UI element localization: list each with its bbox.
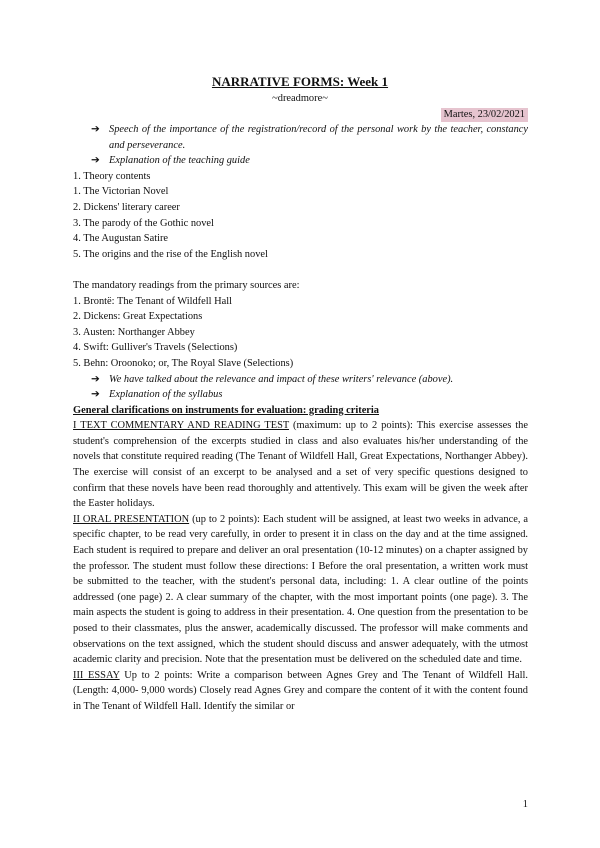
list-item: 1. The Victorian Novel (73, 186, 169, 198)
arrow-icon: ➔ (91, 124, 100, 135)
section-body: (maximum: up to 2 points): This exercise assesses the student's comprehension of the excerpts studied in class and also evaluates his/her understanding of the novels that constitute required reading (The Tenant of Wildfell Hall, Great Expectations, Northanger Abbey). The exercise will consist of an excerpt to be analysed and a set of very specific questions designed to confirm that these novels have been read thoroughly and attentively. This exam will be given the week after the Easter holidays. (73, 420, 528, 510)
bullet-item (73, 387, 528, 403)
page-title: NARRATIVE FORMS: Week 1 (211, 74, 389, 89)
section-title: I TEXT COMMENTARY AND READING TEST (73, 420, 290, 432)
paragraph-oral-presentation (73, 512, 528, 668)
bullet-text: Explanation of the syllabus (109, 389, 223, 401)
list-item: 1. Brontë: The Tenant of Wildfell Hall (73, 295, 233, 307)
bullet-item (73, 372, 528, 388)
list-item: 3. Austen: Northanger Abbey (73, 326, 195, 338)
list-item: 1. Theory contents (73, 170, 151, 182)
spacer (73, 262, 528, 278)
list-item: 4. The Augustan Satire (73, 233, 169, 245)
arrow-icon: ➔ (91, 155, 100, 167)
bullet-item (73, 122, 528, 153)
paragraph-text-commentary (73, 418, 528, 512)
list-item: 2. Dickens' literary career (73, 201, 180, 213)
section-title: III ESSAY (73, 669, 120, 681)
bullet-text: We have talked about the relevance and impact of these writers' relevance (above). (109, 373, 454, 385)
list-item: 5. The origins and the rise of the English novel (73, 248, 268, 260)
section-body: (up to 2 points): Each student will be assigned, at least two weeks in advance, a specific chapter, to be read very carefully, in order to present it in class on the day and at the time assigned. Each student is required to prepare and deliver an oral presentation (10-12 minutes) on a chapter assigned by the professor. The student must follow these directions: I Before the oral presentation, a written work must be submitted to the teacher, with the student's personal data, including: 1. A clear outline of the points addressed (one page) 2. A clear summary of the chapter, with the most important points (one page). 3. The main aspects the student is going to address in their presentation. 4. One question from the presentation to be posed to their classmates, plus the answer, academically discussed. The professor will make comments and observations on the text assigned, which the student should discuss and answer adequately, with the utmost academic clarity and precision. Note that the presentation must be delivered on the scheduled date and time. (73, 513, 528, 666)
date-highlight: Martes, 23/02/2021 (441, 108, 528, 122)
paragraph-essay (73, 668, 528, 715)
list-item: 5. Behn: Oroonoko; or, The Royal Slave (Selections) (73, 357, 294, 369)
section-title: II ORAL PRESENTATION (73, 513, 190, 525)
list-item: 2. Dickens: Great Expectations (73, 311, 203, 323)
bullet-text: Explanation of the teaching guide (109, 155, 250, 167)
section-heading: General clarifications on instruments for evaluation: grading criteria (73, 404, 380, 416)
arrow-icon: ➔ (91, 389, 100, 401)
document-body (73, 122, 528, 715)
bullet-text: Speech of the importance of the registration/record of the personal work by the teacher, constancy and perseverance. (109, 124, 528, 151)
list-item: 3. The parody of the Gothic novel (73, 217, 214, 229)
page-subtitle: ~dreadmore~ (272, 93, 328, 104)
section-body: Up to 2 points: Write a comparison between Agnes Grey and The Tenant of Wildfell Hall. (Length: 4,000- 9,000 words) Closely read Agnes Grey and compare the content of it with the content found in The Tenant of Wildfell Hall. Identify the similar or (73, 669, 528, 712)
arrow-icon: ➔ (91, 373, 100, 385)
readings-intro: The mandatory readings from the primary sources are: (73, 279, 300, 291)
page-number: 1 (522, 799, 528, 810)
list-item: 4. Swift: Gulliver's Travels (Selections) (73, 342, 238, 354)
bullet-item (73, 153, 528, 169)
